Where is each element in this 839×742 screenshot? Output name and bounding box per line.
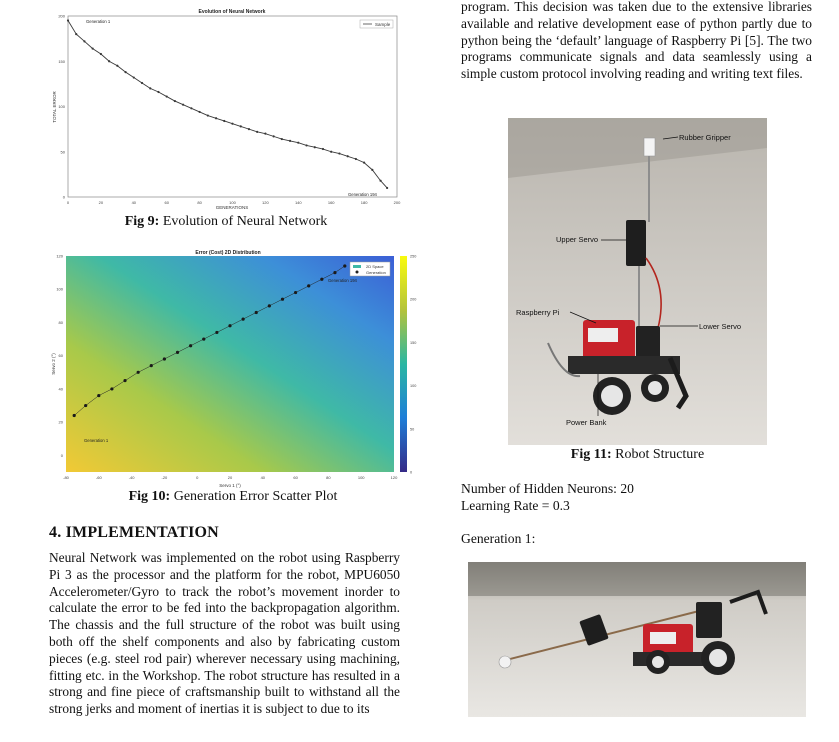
fig10-y-tick: 40 (58, 386, 63, 392)
fig10-start-annotation: Generation 1 (84, 438, 109, 443)
fig11-photo (508, 118, 767, 445)
fig10-x-tick: 100 (357, 475, 365, 480)
robot-structure-image (508, 118, 767, 445)
fig9-x-tick: 200 (393, 200, 401, 205)
fig9-legend-text: Sample (375, 22, 391, 27)
fig10-colorbar (400, 256, 407, 472)
fig10-ylabel: Servo 2 (°) (51, 353, 56, 375)
fig10-data-point (281, 298, 284, 301)
fig9-data-point (215, 117, 217, 119)
fig10-data-point (73, 414, 76, 417)
fig9-title: Evolution of Neural Network (198, 9, 266, 15)
fig10-data-point (255, 311, 258, 314)
fig10-y-tick: 100 (56, 286, 63, 292)
fig9-caption (48, 214, 404, 230)
fig9-data-point (124, 71, 126, 73)
fig9-data-point (75, 33, 77, 35)
fig10-y-tick: 60 (58, 353, 63, 359)
fig9-y-tick: 100 (58, 104, 65, 109)
label-rubber-gripper: Rubber Gripper (679, 133, 731, 142)
fig10-data-point (202, 337, 205, 340)
fig9-data-point (363, 162, 365, 164)
fig10-colorbar-tick: 0 (410, 470, 413, 475)
generation-label: Generation 1: (461, 531, 536, 546)
fig9-data-point (157, 91, 159, 93)
fig10-data-point (242, 318, 245, 321)
fig10-data-point (123, 379, 126, 382)
fig10-data-point (320, 278, 323, 281)
hidden-neurons-text: Number of Hidden Neurons: 20 (461, 481, 634, 496)
fig10-x-tick: -80 (63, 475, 69, 480)
fig9-data-point (281, 138, 283, 140)
fig10-x-tick: 120 (390, 475, 398, 480)
label-power-bank: Power Bank (566, 418, 607, 427)
fig10-y-tick: 120 (56, 253, 63, 259)
fig10-y-tick: 80 (58, 319, 63, 325)
fig11-caption-text: Robot Structure (611, 447, 705, 462)
fig11-caption-label: Fig 11: (570, 447, 612, 462)
fig9-data-point (141, 82, 143, 84)
fig9-data-point (133, 76, 135, 78)
fig10-colorbar-tick: 250 (410, 254, 417, 259)
fig10-x-tick: -40 (128, 475, 135, 480)
section-title: 4. IMPLEMENTATION (49, 524, 219, 541)
fig9-x-tick: 40 (131, 200, 137, 205)
fig10-x-tick: 80 (326, 475, 331, 480)
fig10-data-point (228, 324, 231, 327)
generation1-robot-image (468, 562, 806, 717)
fig9-data-point (338, 152, 340, 154)
fig9-axes-box (68, 16, 397, 197)
implementation-paragraph: Neural Network was implemented on the robot using Raspberry Pi 3 as the processor and the platform for the robot, MPU6050 Accelerometer/Gyro to track the robot’s movement inorder to calculate the error to be fed into the backpropagation algorithm. The chassis and the full structure of the robot was built using both off the shelf components and also by fabricating custom pieces (e.g. steel rod pair) wherever necessary using machining, fitting etc. in the Workshop. The robot structure has resulted in a strong and fine piece of craftsmanship built to withstand all the strong jerks and moment of inertias it is subject to due to its (49, 550, 400, 717)
fig9-data-point (330, 151, 332, 153)
fig10-colorbar-tick: 100 (410, 384, 417, 389)
fig9-data-point (289, 140, 291, 142)
fig10-title: Error (Cost) 2D Distribution (195, 250, 261, 256)
fig9-data-point (116, 65, 118, 67)
fig10-data-point (343, 264, 346, 267)
fig10-x-tick: -60 (95, 475, 102, 480)
fig10-x-tick: -20 (161, 475, 168, 480)
fig9-x-tick: 180 (360, 200, 368, 205)
fig9-data-point (190, 107, 192, 109)
fig10-legend (350, 262, 390, 276)
fig10-heatmap (66, 256, 394, 472)
fig9-data-point (92, 47, 94, 49)
label-upper-servo: Upper Servo (556, 235, 599, 244)
fig10-colorbar-tick: 150 (410, 340, 417, 345)
fig9-x-tick: 100 (229, 200, 236, 205)
fig10-data-point (333, 271, 336, 274)
fig9-ylabel: TOTAL ERROR (52, 91, 57, 123)
fig9-data-point (314, 146, 316, 148)
fig9-data-point (174, 100, 176, 102)
fig9-data-point (264, 133, 266, 135)
fig9-end-annotation: Generation 194 (348, 192, 377, 197)
fig10-caption-text: Generation Error Scatter Plot (170, 489, 338, 504)
learning-rate-text: Learning Rate = 0.3 (461, 498, 570, 513)
fig11-caption (508, 447, 767, 463)
fig9-y-tick: 50 (60, 149, 65, 155)
fig9-y-tick: 200 (58, 13, 65, 19)
fig9-data-point (108, 60, 110, 62)
fig9-data-point (240, 125, 242, 127)
fig10-legend-2: Generation (366, 270, 386, 275)
fig9-data-point (305, 144, 307, 146)
fig9-x-tick: 120 (262, 200, 269, 205)
fig9-legend (360, 20, 393, 28)
fig10-data-point (268, 304, 271, 307)
fig9-data-point (248, 128, 250, 130)
fig9-x-tick: 0 (66, 200, 70, 205)
fig10-legend-1: 2D Space (366, 264, 384, 269)
fig10-data-point (150, 364, 153, 367)
fig9-data-point (347, 155, 349, 157)
fig9-data-point (207, 114, 209, 116)
fig9-start-annotation: Generation 1 (86, 19, 111, 24)
fig9-chart (48, 4, 404, 210)
fig10-x-tick: 0 (196, 475, 199, 480)
fig9-x-tick: 160 (327, 200, 335, 205)
fig9-data-point (231, 123, 233, 125)
fig9-x-tick: 140 (294, 200, 302, 205)
fig9-data-point (199, 111, 201, 113)
fig9-data-point (223, 120, 225, 122)
fig10-svg (48, 246, 418, 488)
fig9-data-point (386, 187, 388, 189)
fig10-x-tick: 60 (293, 475, 298, 480)
fig10-data-point (137, 371, 140, 374)
fig9-data-point (379, 180, 381, 182)
fig9-data-point (149, 87, 151, 89)
fig10-data-point (84, 404, 87, 407)
fig9-x-tick: 80 (197, 200, 202, 205)
fig10-data-point (215, 331, 218, 334)
fig9-svg (48, 4, 404, 210)
fig9-caption-text: Evolution of Neural Network (159, 214, 328, 229)
fig9-data-point (83, 40, 85, 42)
generation1-photo (468, 562, 806, 717)
right-top-paragraph: program. This decision was taken due to the extensive libraries available and relative development ease of python partly due to python being the ‘default’ language of Raspberry Pi [5]. The two programs communicate signals and data seamlessly using a simple custom protocol involving reading and writing text files. (461, 0, 812, 82)
fig10-caption (48, 489, 418, 505)
label-raspberry-pi: Raspberry Pi (516, 308, 560, 317)
fig9-data-point (371, 169, 373, 171)
fig10-data-point (189, 344, 192, 347)
fig10-data-point (176, 351, 179, 354)
fig9-data-point (166, 95, 168, 97)
fig10-y-tick: 20 (58, 419, 63, 425)
fig10-data-point (163, 357, 166, 360)
fig9-data-point (322, 148, 324, 150)
fig9-data-point (182, 104, 184, 106)
fig9-x-tick: 60 (164, 200, 169, 205)
fig9-xlabel: GENERATIONS (215, 205, 249, 210)
fig10-xlabel: Servo 1 (°) (219, 483, 241, 488)
fig10-caption-label: Fig 10: (128, 489, 171, 504)
fig10-chart (48, 246, 418, 488)
fig9-data-point (67, 19, 69, 21)
fig10-x-tick: 40 (260, 475, 266, 480)
fig9-data-point (297, 142, 299, 144)
fig9-x-tick: 20 (98, 200, 104, 205)
fig10-data-point (97, 394, 100, 397)
fig10-data-point (110, 387, 113, 390)
fig10-y-tick: 0 (60, 452, 63, 458)
fig10-x-tick: 20 (227, 475, 233, 480)
fig10-end-annotation: Generation 194 (328, 278, 357, 283)
fig10-data-point (307, 284, 310, 287)
fig9-data-point (273, 135, 275, 137)
fig9-data-point (256, 131, 258, 133)
fig9-y-tick: 150 (58, 58, 65, 64)
fig10-colorbar-tick: 200 (410, 297, 417, 302)
fig10-colorbar-tick: 50 (410, 427, 415, 432)
fig9-data-point (355, 158, 357, 160)
fig9-y-tick: 0 (62, 194, 65, 200)
label-lower-servo: Lower Servo (699, 322, 742, 331)
fig10-data-point (294, 291, 297, 294)
fig9-data-point (100, 53, 102, 55)
fig9-caption-label: Fig 9: (124, 214, 160, 229)
